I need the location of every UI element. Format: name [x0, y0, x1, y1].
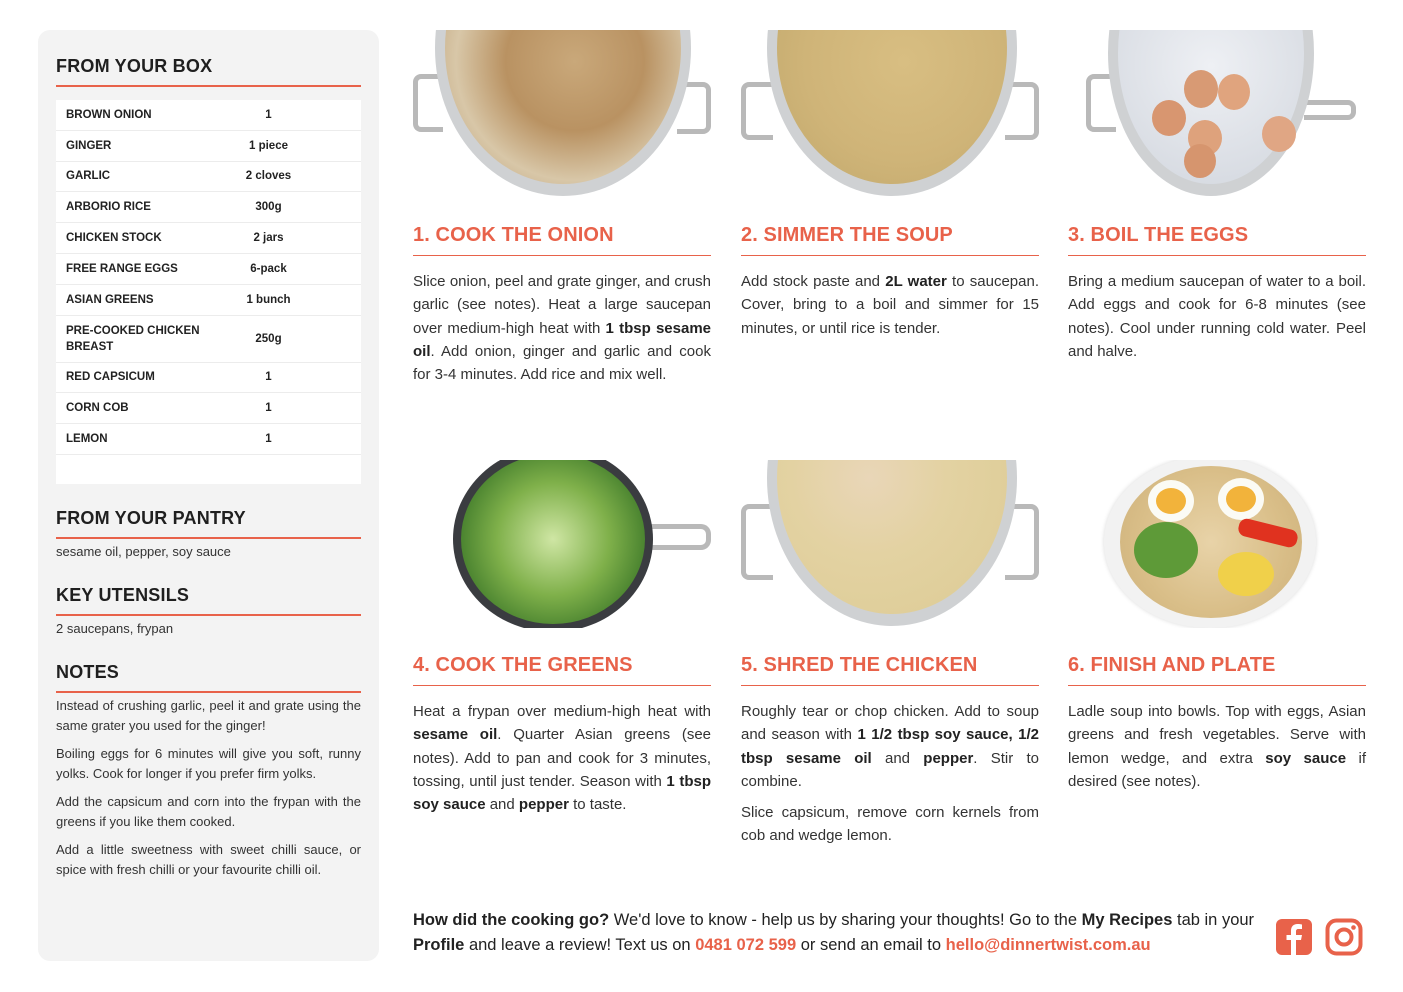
utensils-text: 2 saucepans, frypan	[56, 621, 174, 636]
step-3-photo	[1068, 30, 1366, 198]
table-row	[56, 131, 361, 162]
ingredient-qty: 250g	[255, 332, 282, 345]
step-4-text: Heat a frypan over medium-high heat with sesame oil. Quarter Asian greens (see notes). Add to pan and cook for 3 minutes, tossing, until just tender. Season with 1 tbsp soy sauce and pepper to taste.	[413, 703, 711, 814]
pantry-title: FROM YOUR PANTRY	[56, 508, 361, 539]
notes-title: NOTES	[56, 662, 361, 693]
table-row	[56, 162, 361, 193]
ingredient-name: ARBORIO RICE	[66, 201, 151, 214]
ingredient-name: PRE-COOKED CHICKEN BREAST	[66, 324, 200, 353]
step-4-photo	[413, 460, 711, 628]
ingredient-name: RED CAPSICUM	[66, 371, 155, 384]
step-2-text: Add stock paste and 2L water to saucepan. Cover, bring to a boil and simmer for 15 minutes, or until rice is tender.	[741, 273, 1039, 337]
utensils-title: KEY UTENSILS	[56, 585, 361, 616]
table-row	[56, 192, 361, 223]
step-5-title: 5. SHRED THE CHICKEN	[741, 654, 1039, 686]
ingredient-name: FREE RANGE EGGS	[66, 262, 178, 275]
table-row	[56, 316, 361, 363]
step-3-title: 3. BOIL THE EGGS	[1068, 224, 1366, 256]
ingredient-qty: 2 cloves	[245, 170, 292, 183]
note-item: Boiling eggs for 6 minutes will give you soft, runny yolks. Cook for longer if you prefer firm yolks.	[56, 746, 361, 781]
notes-list	[56, 696, 361, 888]
table-row	[56, 223, 361, 254]
ingredient-qty: 1 piece	[249, 139, 288, 152]
ingredient-qty: 1 bunch	[246, 293, 291, 306]
ingredients-table	[56, 100, 361, 484]
feedback-question: How did the cooking go?	[413, 911, 610, 929]
phone-link[interactable]: 0481 072 599	[695, 936, 797, 954]
table-row	[56, 100, 361, 131]
ingredients-sidebar	[38, 30, 379, 961]
ingredient-name: BROWN ONION	[66, 108, 152, 121]
ingredient-qty: 2 jars	[253, 232, 284, 245]
step-3-text: Bring a medium saucepan of water to a boil. Add eggs and cook for 6-8 minutes (see notes). Cool under running cold water. Peel and halve.	[1068, 273, 1366, 360]
table-row	[56, 254, 361, 285]
step-2-title: 2. SIMMER THE SOUP	[741, 224, 1039, 256]
ingredient-qty: 1	[265, 108, 272, 121]
ingredient-qty: 1	[265, 371, 272, 384]
email-link[interactable]: hello@dinnertwist.com.au	[945, 936, 1151, 954]
step-6-photo	[1068, 460, 1366, 628]
step-1-text: Slice onion, peel and grate ginger, and crush garlic (see notes). Heat a large saucepan over medium-high heat with 1 tbsp sesame oil. Add onion, ginger and garlic and cook for 3-4 minutes. Add rice and mix well.	[413, 273, 711, 384]
ingredient-name: CORN COB	[66, 402, 129, 415]
step-1-title: 1. COOK THE ONION	[413, 224, 711, 256]
step-3	[1068, 30, 1366, 371]
note-item: Add a little sweetness with sweet chilli sauce, or spice with fresh chilli or your favourite chilli oil.	[56, 842, 361, 877]
ingredient-name: CHICKEN STOCK	[66, 232, 162, 245]
step-4-title: 4. COOK THE GREENS	[413, 654, 711, 686]
step-6-title: 6. FINISH AND PLATE	[1068, 654, 1366, 686]
ingredient-name: LEMON	[66, 433, 108, 446]
step-1-photo	[413, 30, 711, 198]
note-item: Instead of crushing garlic, peel it and grate using the same grater you used for the ginger!	[56, 698, 361, 733]
table-row	[56, 363, 361, 394]
from-box-title: FROM YOUR BOX	[56, 56, 361, 87]
table-row	[56, 285, 361, 316]
table-row	[56, 424, 361, 455]
step-6-text: Ladle soup into bowls. Top with eggs, Asian greens and fresh vegetables. Serve with lemon wedge, and extra soy sauce if desired (see notes).	[1068, 703, 1366, 790]
step-5-text: Roughly tear or chop chicken. Add to soup and season with 1 1/2 tbsp soy sauce, 1/2 tbsp sesame oil and pepper. Stir to combine. Slice capsicum, remove corn kernels from cob and wedge lemon.	[741, 703, 1040, 845]
step-2-photo	[741, 30, 1039, 198]
step-5	[741, 460, 1039, 856]
step-4	[413, 460, 711, 824]
step-6	[1068, 460, 1366, 801]
facebook-icon[interactable]	[1275, 918, 1313, 956]
note-item: Add the capsicum and corn into the frypan with the greens if you like them cooked.	[56, 794, 361, 829]
ingredient-qty: 1	[265, 402, 272, 415]
ingredient-name: GARLIC	[66, 170, 111, 183]
step-5-photo	[741, 460, 1039, 628]
ingredient-qty: 6-pack	[250, 262, 287, 275]
instagram-icon[interactable]	[1325, 918, 1363, 956]
ingredient-qty: 300g	[255, 201, 282, 214]
table-row	[56, 393, 361, 424]
ingredient-name: ASIAN GREENS	[66, 293, 154, 306]
step-1	[413, 30, 711, 394]
ingredient-qty: 1	[265, 433, 272, 446]
feedback-footer: How did the cooking go? We'd love to know - help us by sharing your thoughts! Go to the My Recipes tab in your Profile and leave a review! Text us on 0481 072 599 or send an email to hello@dinnertwist.com.au	[413, 911, 1255, 954]
pantry-text: sesame oil, pepper, soy sauce	[56, 544, 231, 559]
step-2	[741, 30, 1039, 348]
ingredient-name: GINGER	[66, 139, 112, 152]
